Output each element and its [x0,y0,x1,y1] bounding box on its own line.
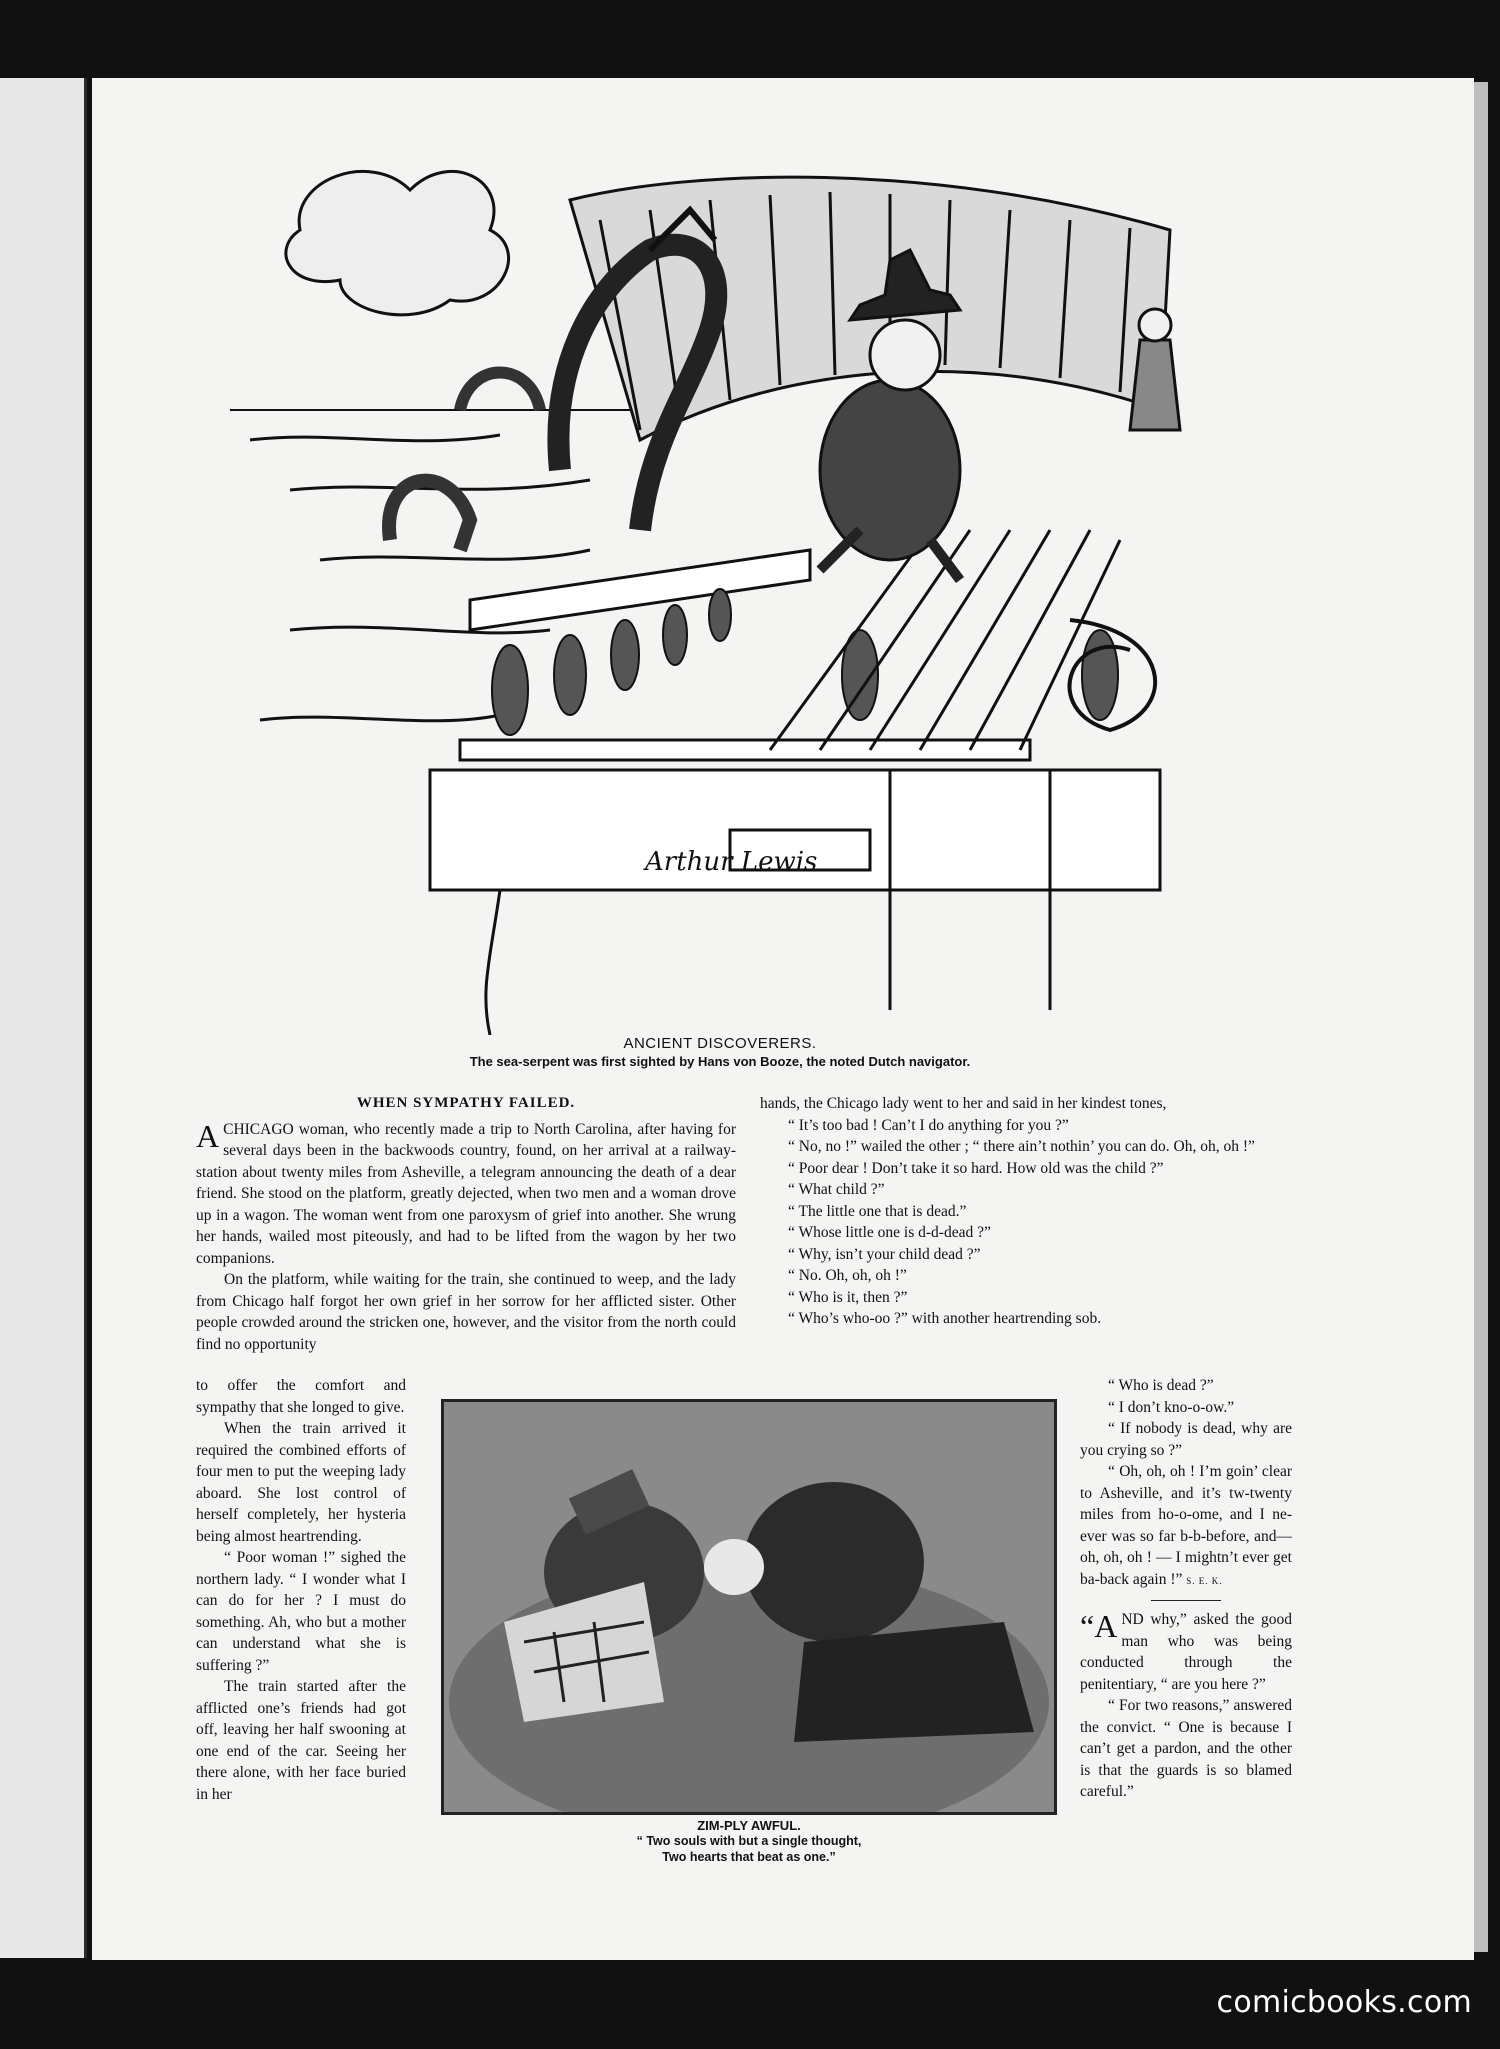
article-paragraph: “ What child ?” [788,1181,885,1198]
article-paragraph: “ It’s too bad ! Can’t I do anything for you ?” [788,1116,1069,1134]
photo-caption-title: ZIM-PLY AWFUL. [697,1818,801,1833]
author-initials: S. E. K. [1186,1575,1223,1586]
article-paragraph: “ Oh, oh, oh ! I’m goin’ clear to Asheville, and it’s tw-twenty miles from ho-o-ome, and I ne-ever was so far b-b-before, and—oh, oh, oh ! — I mightn’t ever get ba-back again !” S. E. K. [1080,1463,1292,1588]
article-paragraph: “ For two reasons,” answered the convict. “ One is because I can’t get a pardon, and the other is that the guards is so blamed careful.” [1080,1697,1292,1800]
ancient-discoverers-illustration [170,110,1280,1035]
article-paragraph: hands, the Chicago lady went to her and said in her kindest tones, [760,1095,1167,1112]
article-paragraph: “ If nobody is dead, why are you crying so ?” [1080,1420,1292,1459]
illustration-caption-title: ANCIENT DISCOVERERS. [623,1035,817,1052]
drop-cap: “A [1080,1608,1118,1644]
illustration-caption-text: The sea-serpent was first sighted by Hans von Booze, the noted Dutch navigator. [469,1054,971,1069]
page-stack-edge [1474,82,1488,1952]
article-paragraph: “ The little one that is dead.” [788,1202,967,1220]
artist-signature: Arthur Lewis [645,847,818,877]
article-paragraph: “ Who is dead ?” [1108,1377,1214,1394]
photo-caption-line: Two hearts that beat as one.” [662,1850,836,1864]
article-paragraph: “ I don’t kno-o-ow.” [1108,1398,1235,1416]
article-headline: WHEN SYMPATHY FAILED. [356,1095,576,1111]
illustration-caption [190,1035,1250,1069]
article-paragraph: “ Poor dear ! Don’t take it so hard. How old was the child ?” [788,1159,1164,1177]
zim-ply-awful-illustration [441,1399,1057,1815]
article-paragraph: “ Poor woman !” sighed the northern lady. “ I wonder what I can do for her ? I must do something. Ah, who but a mother can understand what she is suffering ?” [196,1549,406,1674]
article-paragraph: The train started after the afflicted one’s friends had got off, leaving her half swooning at one end of the car. Seeing her there alone, with her face buried in her [196,1678,406,1803]
previous-page-edge [0,78,87,1958]
article-divider [1151,1600,1221,1601]
article-paragraph: “ Whose little one is d-d-dead ?” [788,1224,991,1241]
article-paragraph: A CHICAGO woman, who recently made a trip to North Carolina, after having for several days been in the backwoods country, found, on her arrival at a railway-station about twenty miles from Asheville, a telegram announcing the death of a dear friend. She stood on the platform, greatly dejected, when two men and a woman drove up in a wagon. The woman went from one paroxysm of grief into another. She wrung her hands, wailed most piteously, and had to be lifted from the wagon by her two companions. [196,1117,736,1267]
photo-caption-line: “ Two souls with but a single thought, [636,1834,862,1848]
article-paragraph: “AND why,” asked the good man who was being conducted through the penitentiary, “ are you here ?” [1080,1608,1292,1693]
kissing-couple-drawing [444,1402,1054,1812]
article-column-1-narrow [196,1375,406,1805]
article-paragraph: “ Who’s who-oo ?” with another heartrending sob. [788,1310,1102,1327]
article-column-2 [760,1093,1298,1330]
photo-caption [441,1818,1057,1865]
article-paragraph: “ No. Oh, oh, oh !” [788,1267,907,1284]
article-paragraph: When the train arrived it required the combined efforts of four men to put the weeping lady aboard. She lost control of herself completely, her hysteria being almost heartrending. [196,1420,406,1545]
drop-cap: A [196,1117,220,1154]
article-paragraph: On the platform, while waiting for the train, she continued to weep, and the lady from Chicago half forgot her own grief in her sorrow for her afflicted sister. Other people crowded around the stricken one, however, and the visitor from the north could find no opportunity [196,1271,736,1353]
article-column-1 [196,1093,736,1355]
article-paragraph: “ Why, isn’t your child dead ?” [788,1245,981,1263]
article-paragraph: to offer the comfort and sympathy that she longed to give. [196,1377,406,1416]
article-column-3 [1080,1375,1292,1803]
article-paragraph: “ Who is it, then ?” [788,1288,908,1306]
site-watermark: comicbooks.com [1216,1985,1472,2020]
article-paragraph: “ No, no !” wailed the other ; “ there ain’t nothin’ you can do. Oh, oh, oh !” [788,1138,1255,1155]
